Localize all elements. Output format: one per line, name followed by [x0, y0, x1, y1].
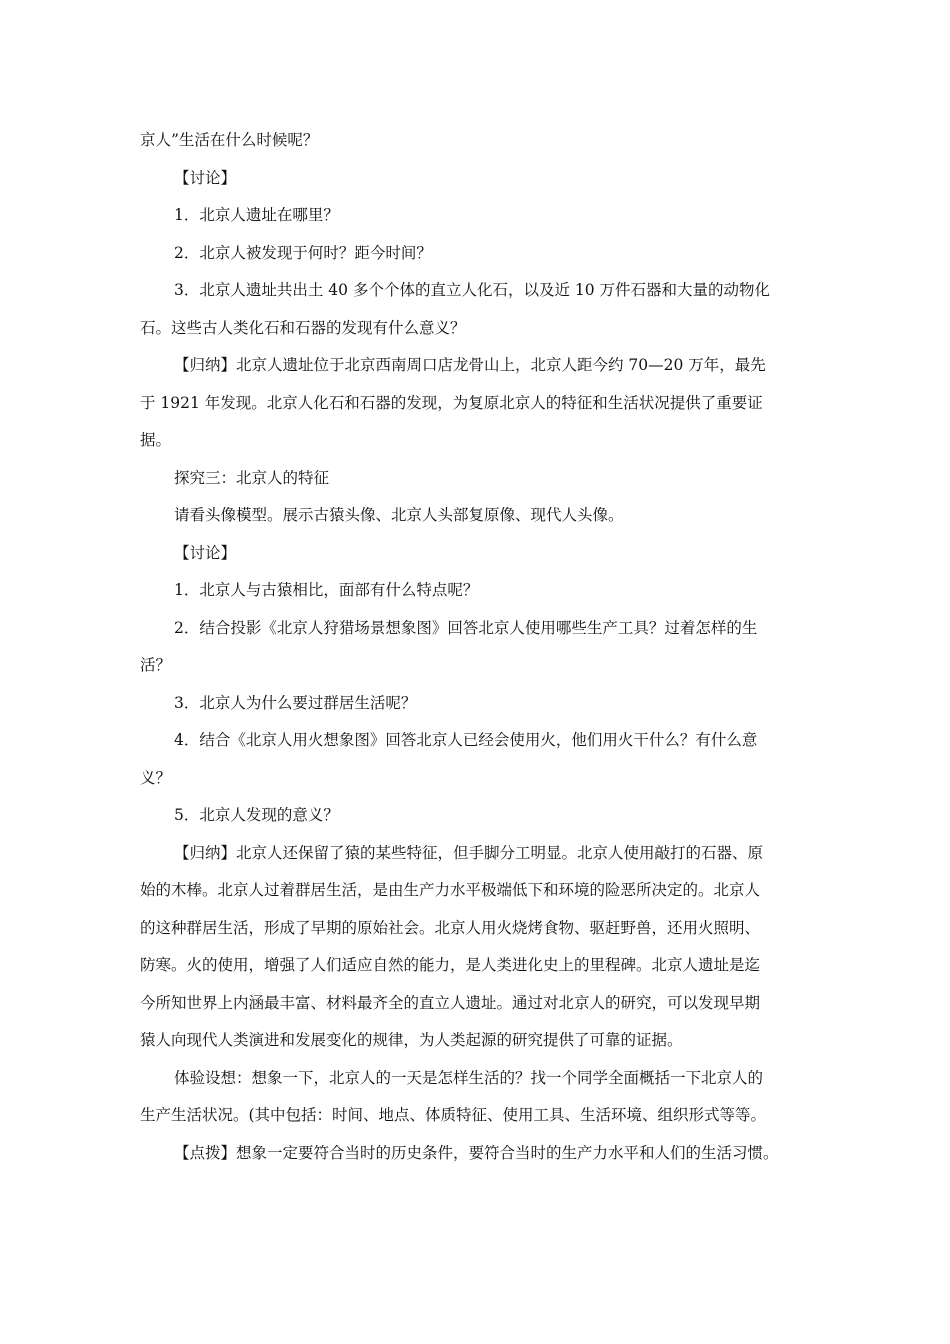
text-line: 猿人向现代人类演进和发展变化的规律，为人类起源的研究提供了可靠的证据。 [140, 1031, 683, 1049]
question-item: 1．北京人遗址在哪里？ [174, 206, 339, 224]
summary-paragraph: 【归纳】北京人遗址位于北京西南周口店龙骨山上，北京人距今约 70—20 万年，最先 [174, 356, 766, 374]
text-line: 于 1921 年发现。北京人化石和石器的发现，为复原北京人的特征和生活状况提供了重要证 [140, 393, 763, 412]
text-line: 今所知世界上内涵最丰富、材料最齐全的直立人遗址。通过对北京人的研究，可以发现早期 [140, 993, 761, 1012]
text-line: 防寒。火的使用，增强了人们适应自然的能力，是人类进化史上的里程碑。北京人遗址是迄 [140, 956, 761, 974]
question-item: 2．北京人被发现于何时？距今时间？ [174, 243, 432, 262]
text-line: 活？ [140, 656, 172, 674]
text-line: 石。这些古人类化石和石器的发现有什么意义？ [140, 318, 466, 337]
question-item: 5．北京人发现的意义？ [174, 806, 339, 824]
text-line: 生产生活状况。(其中包括：时间、地点、体质特征、使用工具、生活环境、组织形式等等。 [140, 1106, 767, 1124]
text-line: 据。 [140, 431, 172, 449]
activity-paragraph: 体验设想：想象一下，北京人的一天是怎样生活的？找一个同学全面概括一下北京人的 [174, 1068, 764, 1087]
text-line: 请看头像模型。展示古猿头像、北京人头部复原像、现代人头像。 [174, 506, 624, 524]
text-line: 始的木棒。北京人过着群居生活，是由生产力水平极端低下和环境的险恶所决定的。北京人 [140, 881, 761, 899]
question-item: 3．北京人为什么要过群居生活呢？ [174, 693, 417, 712]
section-label: 【讨论】 [174, 168, 237, 187]
document-body [140, 122, 815, 1172]
question-item: 3．北京人遗址共出土 40 多个个体的直立人化石，以及近 10 万件石器和大量的动物化 [174, 281, 771, 299]
question-item: 4．结合《北京人用火想象图》回答北京人已经会使用火，他们用火干什么？有什么意 [174, 731, 758, 749]
summary-paragraph: 【归纳】北京人还保留了猿的某些特征，但手脚分工明显。北京人使用敲打的石器、原 [174, 843, 764, 862]
text-line: 京人”生活在什么时候呢？ [140, 131, 319, 149]
section-label: 【讨论】 [174, 543, 237, 562]
question-item: 2．结合投影《北京人狩猎场景想象图》回答北京人使用哪些生产工具？过着怎样的生 [174, 618, 758, 637]
text-line: 的这种群居生活，形成了早期的原始社会。北京人用火烧烤食物、驱赶野兽，还用火照明、 [140, 918, 761, 937]
section-heading: 探究三：北京人的特征 [174, 468, 330, 487]
tip-paragraph: 【点拨】想象一定要符合当时的历史条件，要符合当时的生产力水平和人们的生活习惯。 [174, 1143, 779, 1162]
text-line: 义？ [140, 768, 172, 787]
question-item: 1．北京人与古猿相比，面部有什么特点呢？ [174, 581, 479, 599]
